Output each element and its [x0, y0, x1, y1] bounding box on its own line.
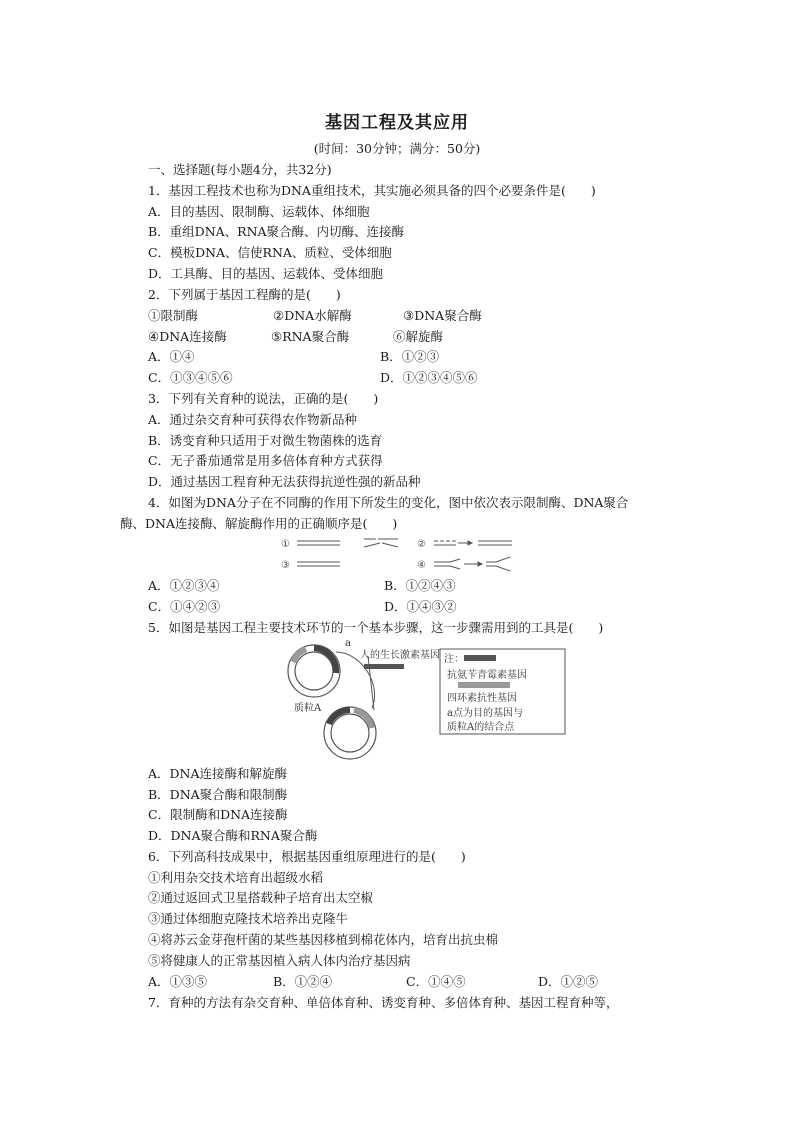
fig-label-3: ③: [281, 560, 290, 571]
q1-option-c: C．模板DNA、信使RNA、质粒、受体细胞: [148, 245, 392, 260]
dna-enzyme-figure: [280, 535, 550, 575]
note-line-2: 四环素抗性基因: [447, 693, 517, 704]
q6-option-b: B．①②④: [273, 974, 333, 989]
q6-item-2: ②通过返回式卫星搭载种子培育出太空椒: [148, 890, 374, 905]
q2-item-2: ②DNA水解酶: [273, 308, 352, 323]
q3-option-c: C．无子番茄通常是用多倍体育种方式获得: [148, 453, 383, 468]
q5-option-b: B．DNA聚合酶和限制酶: [148, 787, 288, 802]
q6-stem: 6．下列高科技成果中，根据基因重组原理进行的是( ): [148, 849, 466, 864]
q2-option-a: A．①④: [148, 349, 195, 364]
q2-stem: 2．下列属于基因工程酶的是( ): [148, 287, 341, 302]
note-line-4: 质粒A的结合点: [447, 722, 515, 733]
q4-option-a: A．①②③④: [148, 578, 220, 593]
q2-item-5: ⑤RNA聚合酶: [271, 329, 350, 344]
q5-option-a: A．DNA连接酶和解旋酶: [148, 766, 288, 781]
page-title: 基因工程及其应用: [325, 113, 469, 133]
q1-stem: 1．基因工程技术也称为DNA重组技术，其实施必须具备的四个必要条件是( ): [148, 183, 596, 198]
q4-option-b: B．①②④③: [384, 578, 456, 593]
q2-item-3: ③DNA聚合酶: [403, 308, 482, 323]
page-subtitle: (时间：30分钟；满分：50分): [313, 141, 481, 156]
q5-option-d: D．DNA聚合酶和RNA聚合酶: [148, 828, 318, 843]
section-heading: 一、选择题(每小题4分，共32分): [148, 162, 332, 177]
q4-stem-line-1: 4．如图为DNA分子在不同酶的作用下所发生的变化，图中依次表示限制酶、DNA聚合: [148, 495, 629, 510]
note-head: 注：: [444, 654, 464, 665]
q3-stem: 3．下列有关育种的说法，正确的是( ): [148, 391, 379, 406]
note-swatch-dark: [464, 655, 496, 661]
q6-item-4: ④将苏云金芽孢杆菌的某些基因移植到棉花体内，培育出抗虫棉: [148, 932, 499, 947]
q2-item-6: ⑥解旋酶: [393, 329, 444, 344]
q6-item-3: ③通过体细胞克隆技术培养出克隆牛: [148, 911, 349, 926]
q1-option-b: B．重组DNA、RNA聚合酶、内切酶、连接酶: [148, 224, 405, 239]
q3-option-d: D．通过基因工程育种无法获得抗逆性强的新品种: [148, 474, 421, 489]
fig-label-2: ②: [417, 539, 426, 550]
q4-option-c: C．①④②③: [148, 599, 221, 614]
q6-option-a: A．①③⑤: [148, 974, 208, 989]
note-line-1: 抗氨苄青霉素基因: [447, 670, 527, 681]
q4-option-d: D．①④③②: [384, 599, 457, 614]
plasmid-figure: [284, 638, 566, 760]
q5-option-c: C．限制酶和DNA连接酶: [148, 807, 288, 822]
note-swatch-light: [458, 682, 510, 688]
q1-option-a: A．目的基因、限制酶、运载体、体细胞: [148, 204, 370, 219]
q6-option-c: C．①④⑤: [406, 974, 466, 989]
gene-label: 人的生长激素基因: [360, 650, 440, 661]
q1-option-d: D．工具酶、目的基因、运载体、受体细胞: [148, 266, 384, 281]
q4-stem-line-2: 酶、DNA连接酶、解旋酶作用的正确顺序是( ): [120, 516, 398, 531]
fig-label-1: ①: [281, 539, 290, 550]
recombinant-inner: [331, 714, 369, 752]
q6-item-5: ⑤将健康人的正常基因植入病人体内治疗基因病: [148, 953, 411, 968]
q3-option-a: A．通过杂交育种可获得农作物新品种: [148, 412, 358, 427]
growth-hormone-gene-bar: [364, 664, 404, 669]
plasmid-label: 质粒A: [294, 703, 322, 714]
q6-option-d: D．①②⑤: [538, 974, 599, 989]
q7-stem: 7．育种的方法有杂交育种、单倍体育种、诱变育种、多倍体育种、基因工程育种等，: [148, 995, 619, 1010]
plasmid-a-inner: [295, 652, 333, 690]
q2-item-1: ①限制酶: [148, 308, 199, 323]
fig-label-4: ④: [417, 560, 426, 571]
q3-option-b: B．诱变育种只适用于对微生物菌株的选育: [148, 433, 383, 448]
q2-option-b: B．①②③: [380, 349, 440, 364]
q5-stem: 5．如图是基因工程主要技术环节的一个基本步骤，这一步骤需用到的工具是( ): [148, 620, 604, 635]
q2-option-c: C．①③④⑤⑥: [148, 370, 233, 385]
q2-item-4: ④DNA连接酶: [148, 329, 227, 344]
point-a-label: a: [345, 638, 351, 649]
q2-option-d: D．①②③④⑤⑥: [380, 370, 478, 385]
note-line-3: a点为目的基因与: [447, 708, 523, 719]
q6-item-1: ①利用杂交技术培育出超级水稻: [148, 870, 324, 885]
